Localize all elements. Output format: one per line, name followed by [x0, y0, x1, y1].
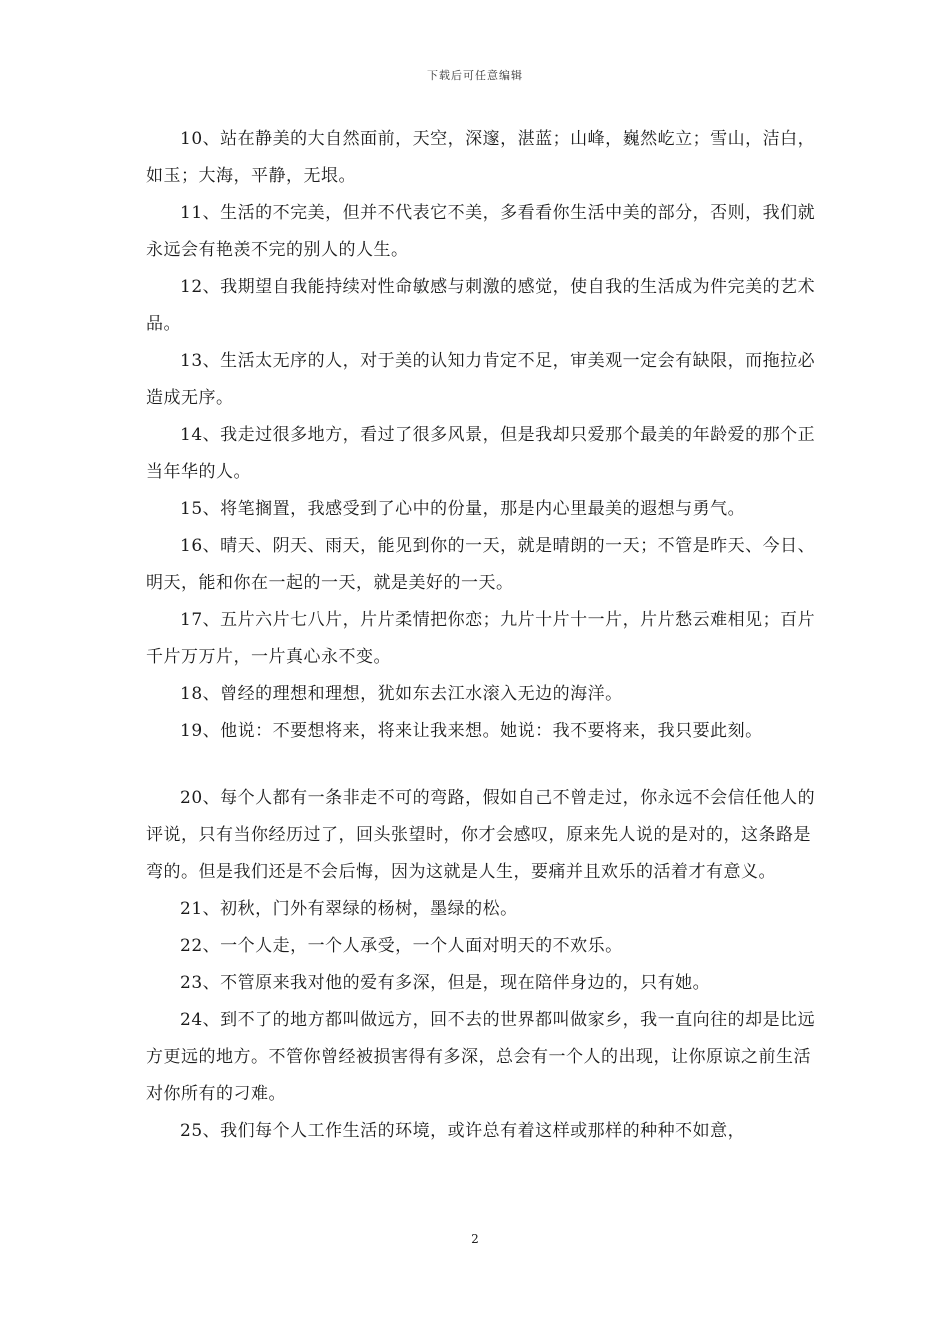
document-body	[146, 121, 818, 1150]
paragraph-24: 24、到不了的地方都叫做远方，回不去的世界都叫做家乡，我一直向往的却是比远方更远的地方。不管你曾经被损害得有多深，总会有一个人的出现，让你原谅之前生活对你所有的刁难。	[146, 1010, 816, 1104]
paragraph-11: 11、生活的不完美，但并不代表它不美，多看看你生活中美的部分，否则，我们就永远会有艳羡不完的别人的人生。	[146, 203, 816, 260]
paragraph-10: 10、站在静美的大自然面前，天空，深邃，湛蓝；山峰，巍然屹立；雪山，洁白，如玉；大海，平静，无垠。	[146, 129, 816, 186]
paragraph-18: 18、曾经的理想和理想，犹如东去江水滚入无边的海洋。	[180, 684, 623, 704]
page-number: 2	[471, 1232, 479, 1246]
paragraph-23: 23、不管原来我对他的爱有多深，但是，现在陪伴身边的，只有她。	[180, 973, 711, 993]
paragraph-16: 16、晴天、阴天、雨天，能见到你的一天，就是晴朗的一天；不管是昨天、今日、明天，能和你在一起的一天，就是美好的一天。	[146, 536, 816, 593]
paragraph-13: 13、生活太无序的人，对于美的认知力肯定不足，审美观一定会有缺限，而拖拉必造成无序。	[146, 351, 816, 408]
paragraph-20: 20、每个人都有一条非走不可的弯路，假如自己不曾走过，你永远不会信任他人的评说，只有当你经历过了，回头张望时，你才会感叹，原来先人说的是对的，这条路是弯的。但是我们还是不会后悔，因为这就是人生，要痛并且欢乐的活着才有意义。	[146, 788, 816, 882]
paragraph-gap	[146, 750, 818, 780]
paragraph-12: 12、我期望自我能持续对性命敏感与刺激的感觉，使自我的生活成为件完美的艺术品。	[146, 277, 816, 334]
page-header: 下载后可任意编辑	[427, 69, 523, 82]
paragraph-19: 19、他说：不要想将来，将来让我来想。她说：我不要将来，我只要此刻。	[180, 721, 763, 741]
paragraph-17: 17、五片六片七八片，片片柔情把你恋；九片十片十一片，片片愁云难相见；百片千片万万片，一片真心永不变。	[146, 610, 816, 667]
paragraph-15: 15、将笔搁置，我感受到了心中的份量，那是内心里最美的遐想与勇气。	[180, 499, 746, 519]
paragraph-21: 21、初秋，门外有翠绿的杨树，墨绿的松。	[180, 899, 518, 919]
paragraph-25: 25、我们每个人工作生活的环境，或许总有着这样或那样的种种不如意，	[180, 1121, 746, 1141]
paragraph-22: 22、一个人走，一个人承受，一个人面对明天的不欢乐。	[180, 936, 623, 956]
paragraph-14: 14、我走过很多地方，看过了很多风景，但是我却只爱那个最美的年龄爱的那个正当年华的人。	[146, 425, 816, 482]
